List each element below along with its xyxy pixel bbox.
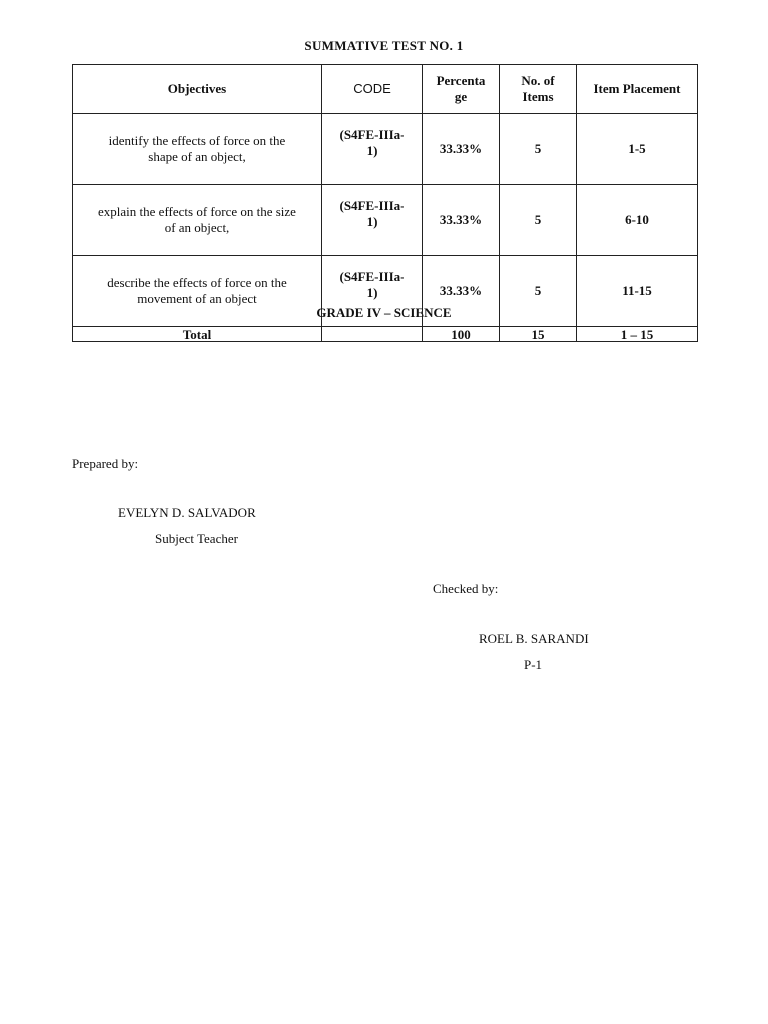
header-items-line2: Items [522, 89, 554, 104]
prepared-by-label: Prepared by: [72, 456, 139, 471]
objective-cell [73, 185, 322, 256]
objective-line2: shape of an object, [148, 149, 246, 164]
objective-line2: of an object, [164, 220, 230, 235]
code-line2: 1) [366, 214, 378, 229]
header-placement: Item Placement [577, 65, 698, 114]
code-cell [322, 114, 423, 185]
objective-line2: movement of an object [137, 291, 257, 306]
header-percentage [423, 65, 500, 114]
items-cell: 5 [500, 256, 577, 327]
header-items [500, 65, 577, 114]
items-cell: 5 [500, 185, 577, 256]
percentage-cell: 33.33% [423, 185, 500, 256]
total-code [322, 327, 423, 342]
header-code: CODE [322, 65, 423, 114]
document-title: SUMMATIVE TEST NO. 1 [304, 38, 464, 53]
objective-line1: identify the effects of force on the [108, 133, 286, 148]
checker-name: ROEL B. SARANDI [479, 631, 589, 646]
preparer-name: EVELYN D. SALVADOR [118, 505, 256, 520]
total-percentage: 100 [423, 327, 500, 342]
code-cell [322, 185, 423, 256]
objective-line1: explain the effects of force on the size [98, 204, 296, 219]
table-row [73, 185, 698, 256]
objective-line1: describe the effects of force on the [107, 275, 287, 290]
code-line1: (S4FE-IIIa- [339, 198, 405, 213]
table-header-row [73, 65, 698, 114]
total-label: Total [73, 327, 322, 342]
items-cell: 5 [500, 114, 577, 185]
placement-cell: 1-5 [577, 114, 698, 185]
header-percentage-line1: Percenta [436, 73, 486, 88]
placement-cell: 6-10 [577, 185, 698, 256]
document-subtitle: GRADE IV – SCIENCE [316, 305, 452, 320]
code-line2: 1) [366, 285, 378, 300]
total-items: 15 [500, 327, 577, 342]
total-row [73, 327, 698, 342]
code-line1: (S4FE-IIIa- [339, 269, 405, 284]
objective-cell [73, 114, 322, 185]
checker-role: P-1 [524, 657, 543, 672]
preparer-role: Subject Teacher [155, 531, 238, 546]
placement-cell: 11-15 [577, 256, 698, 327]
code-line2: 1) [366, 143, 378, 158]
code-line1: (S4FE-IIIa- [339, 127, 405, 142]
header-objectives: Objectives [73, 65, 322, 114]
total-placement: 1 – 15 [577, 327, 698, 342]
percentage-cell: 33.33% [423, 256, 500, 327]
table-row [73, 114, 698, 185]
header-items-line1: No. of [521, 73, 555, 88]
header-percentage-line2: ge [454, 89, 468, 104]
percentage-cell: 33.33% [423, 114, 500, 185]
objectives-table [72, 64, 698, 342]
checked-by-label: Checked by: [433, 581, 499, 596]
